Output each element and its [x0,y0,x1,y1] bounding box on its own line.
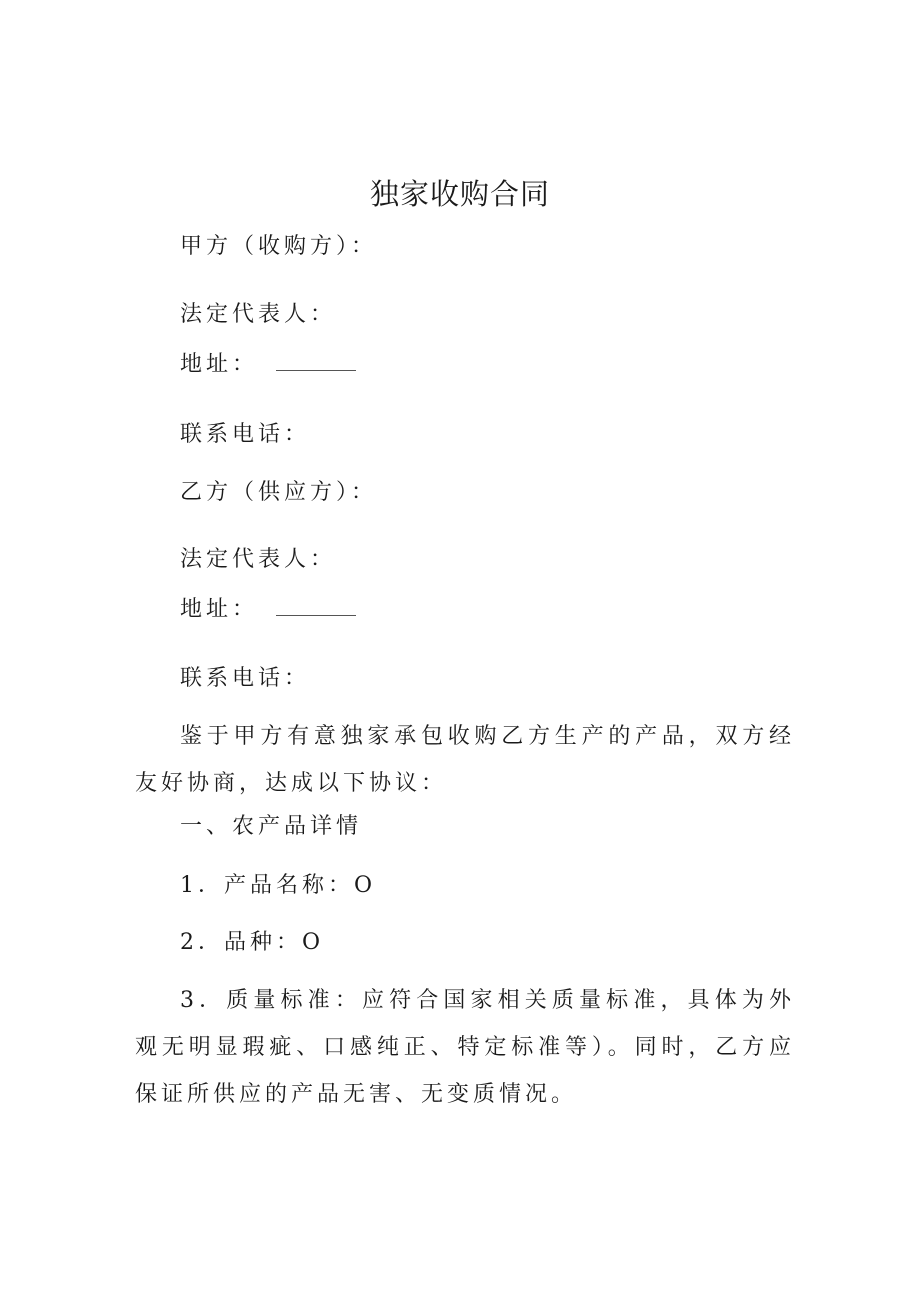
party-a-heading: 甲方（收购方）： [180,234,378,259]
party-a-rep-label: 法定代表人： [180,302,337,327]
party-b-address-row [180,595,356,625]
party-b-address-blank [276,597,356,616]
party-a-phone-label: 联系电话： [180,422,311,447]
party-b-phone-label: 联系电话： [180,666,311,691]
item-1-product-name: 1．产品名称：O [180,873,377,898]
document-title: 独家收购合同 [369,177,550,211]
item-3-quality-standard: 3．质量标准：应符合国家相关质量标准，具体为外观无明显瑕疵、口感纯正、特定标准等）。同时，乙方应保证所供应的产品无害、无变质情况。 [135,988,795,1107]
party-a-address-row [180,350,356,380]
party-b-rep-label: 法定代表人： [180,547,337,572]
section-1-title: 一、农产品详情 [180,814,363,839]
party-a-address-label: 地址： [180,352,259,377]
party-b-heading: 乙方（供应方）： [180,480,378,505]
preamble-paragraph: 鉴于甲方有意独家承包收购乙方生产的产品，双方经友好协商，达成以下协议： [135,724,795,796]
item-2-variety: 2．品种：O [180,930,325,955]
party-b-address-label: 地址： [180,597,259,622]
party-a-address-blank [276,352,356,371]
